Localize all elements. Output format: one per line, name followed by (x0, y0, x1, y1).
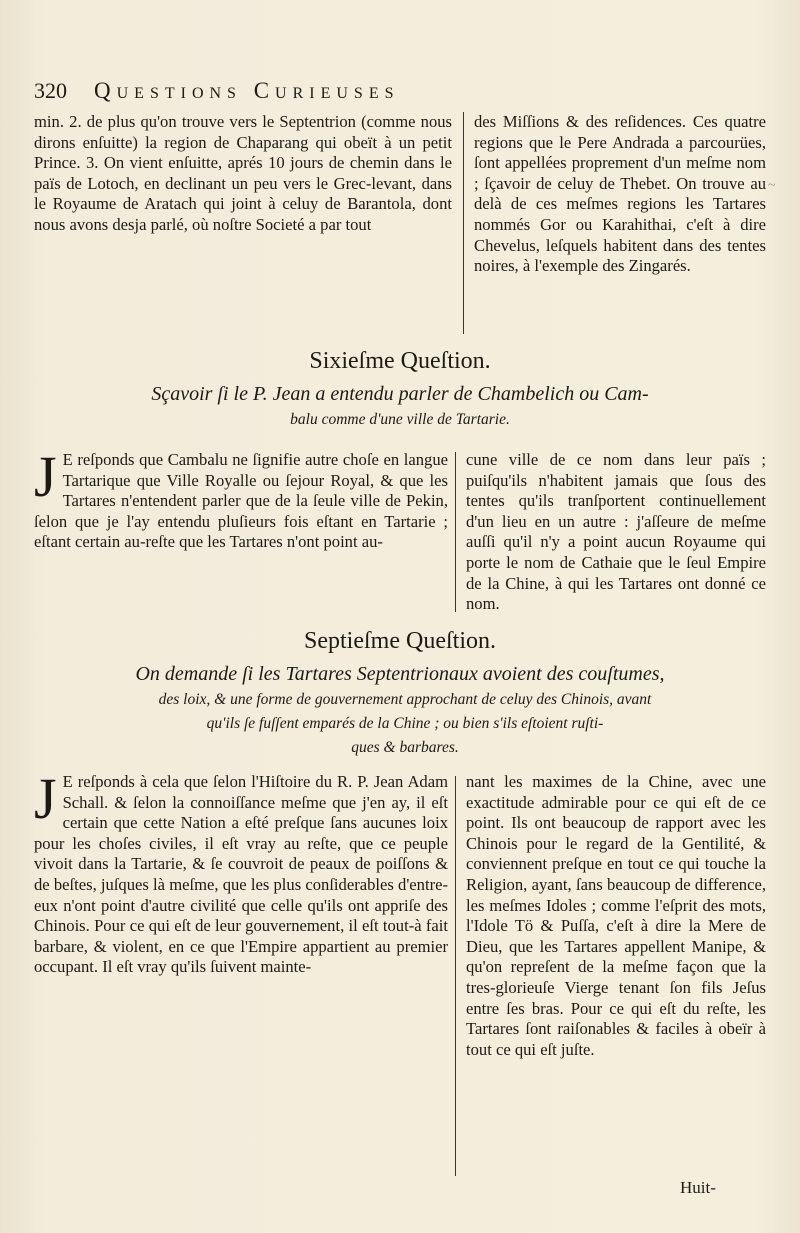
catchword: Huit- (680, 1178, 716, 1197)
column-rule-q6 (455, 452, 456, 612)
question-6-left-text: E reſponds que Cambalu ne ſignifie autre choſe en langue Tartarique que Ville Royalle ou ſejour Royal, & que les Tartares n'entendent parler que de la ſeule ville de Pekin, ſelon que je l'ay entendu pluſieurs fois eſtant en Tartarie ; eſtant certain au-reſte que les Tartares n'ont point au- (34, 450, 448, 552)
question-6-subtitle-line-1: Sçavoir ſi le P. Jean a entendu parler de Chambelich ou Cam- (151, 383, 649, 405)
dropcap-j-2: J (34, 766, 57, 831)
top-right-text: des Miſſions & des reſidences. Ces quatre regions que le Pere Andrada a parcourües, ſont appellées proprement d'un meſme nom ; ſçavoir de celuy de Thebet. On trouve au delà de ces meſmes regions les Tartares nommés Gor ou Karahithai, c'eſt à dire Chevelus, leſquels habitent dans des tentes noires, à l'exemple des Zingarés. (474, 112, 766, 276)
question-7-right-column (466, 772, 766, 1060)
question-6-right-text: cune ville de ce nom dans leur païs ; puiſqu'ils n'habitent jamais que ſous des tentes qu'ils tranſportent continuellement d'un lieu en un autre : j'aſſeure de meſme auſſi qu'il n'y a point aucun Royaume qui porte le nom de Cathaie que le ſeul Empire de la Chine, à qui les Tartares ont donné ce nom. (466, 450, 766, 614)
question-7-subtitle-line-2: des loix, & une forme de gouvernement approchant de celuy des Chinois, avant (158, 691, 652, 708)
question-7-left-text: E reſponds à cela que ſelon l'Hiſtoire du R. P. Jean Adam Schall. & ſelon la connoiſſance meſme que j'en ay, il eſt certain que cette Nation a eſté preſque ſans aucunes loix pour les choſes civiles, il eſt vray au reſte, que ce peuple vivoit dans la Tartarie, & ſe couvroit de peaux de poiſſons & de beſtes, juſques là meſme, que les plus conſiderables d'entre-eux n'ont point d'autre civilité que celle qu'ils ont appriſe des Chinois. Pour ce qui eſt de leur gouvernement, il eſt tout-à fait barbare, & violent, en ce que l'Empire appartient au premier occupant. Il eſt vray qu'ils ſuivent mainte- (34, 772, 448, 977)
running-head: Questions Curieuses (94, 78, 400, 103)
question-6-subtitle-line-2: balu comme d'une ville de Tartarie. (290, 411, 510, 428)
question-7-title: Septieſme Queſtion. (304, 628, 496, 654)
page-number: 320 (34, 78, 67, 103)
question-7-left-column (34, 766, 448, 978)
question-7-subtitle-line-3: qu'ils ſe fuſſent emparés de la Chine ; ou bien s'ils eſtoient ruſti- (206, 715, 604, 732)
question-6-left-column (34, 444, 448, 553)
top-left-text: min. 2. de plus qu'on trouve vers le Septentrion (comme nous dirons enſuitte) la region de Chaparang qui obeït à un petit Prince. 3. On vient enſuitte, aprés 10 jours de chemin dans le païs de Lotoch, en declinant un peu vers le Grec-levant, dans le Royaume de Aratach qui joint à celuy de Barantola, dont nous avons desja parlé, où noſtre Societé a par tout (34, 112, 452, 234)
column-rule-q7 (455, 776, 456, 1176)
page-header (34, 78, 774, 106)
top-right-column (474, 112, 766, 277)
question-6-title: Sixieſme Queſtion. (309, 348, 491, 374)
column-rule-top (463, 112, 464, 334)
question-7-subtitle-line-4: ques & barbares. (351, 739, 459, 756)
margin-mark: ~ (768, 178, 776, 193)
question-7-subtitle-line-1: On demande ſi les Tartares Septentrionaux avoient des couſtumes, (135, 663, 665, 685)
question-6-right-column (466, 450, 766, 615)
top-left-column (34, 112, 452, 236)
question-7-right-text: nant les maximes de la Chine, avec une exactitude admirable pour ce qui eſt de ce point. Ils ont beaucoup de rapport avec les Chinois pour le regard de la Gentilité, & conviennent preſque en tout ce qui touche la Religion, ayant, ſans beaucoup de difference, les meſmes Idoles ; comme l'eſprit des mots, l'Idole Tö & Puſſa, c'eſt à dire la Mere de Dieu, que les Tartares appellent Manipe, & qu'on repreſent de la meſme façon que la tres-glorieuſe Vierge tenant ſon fils Jeſus entre ſes bras. Pour ce qui eſt du reſte, les Tartares ſont raiſonables & faciles à obeïr à tout ce qui eſt juſte. (466, 772, 766, 1059)
dropcap-j: J (34, 444, 57, 509)
